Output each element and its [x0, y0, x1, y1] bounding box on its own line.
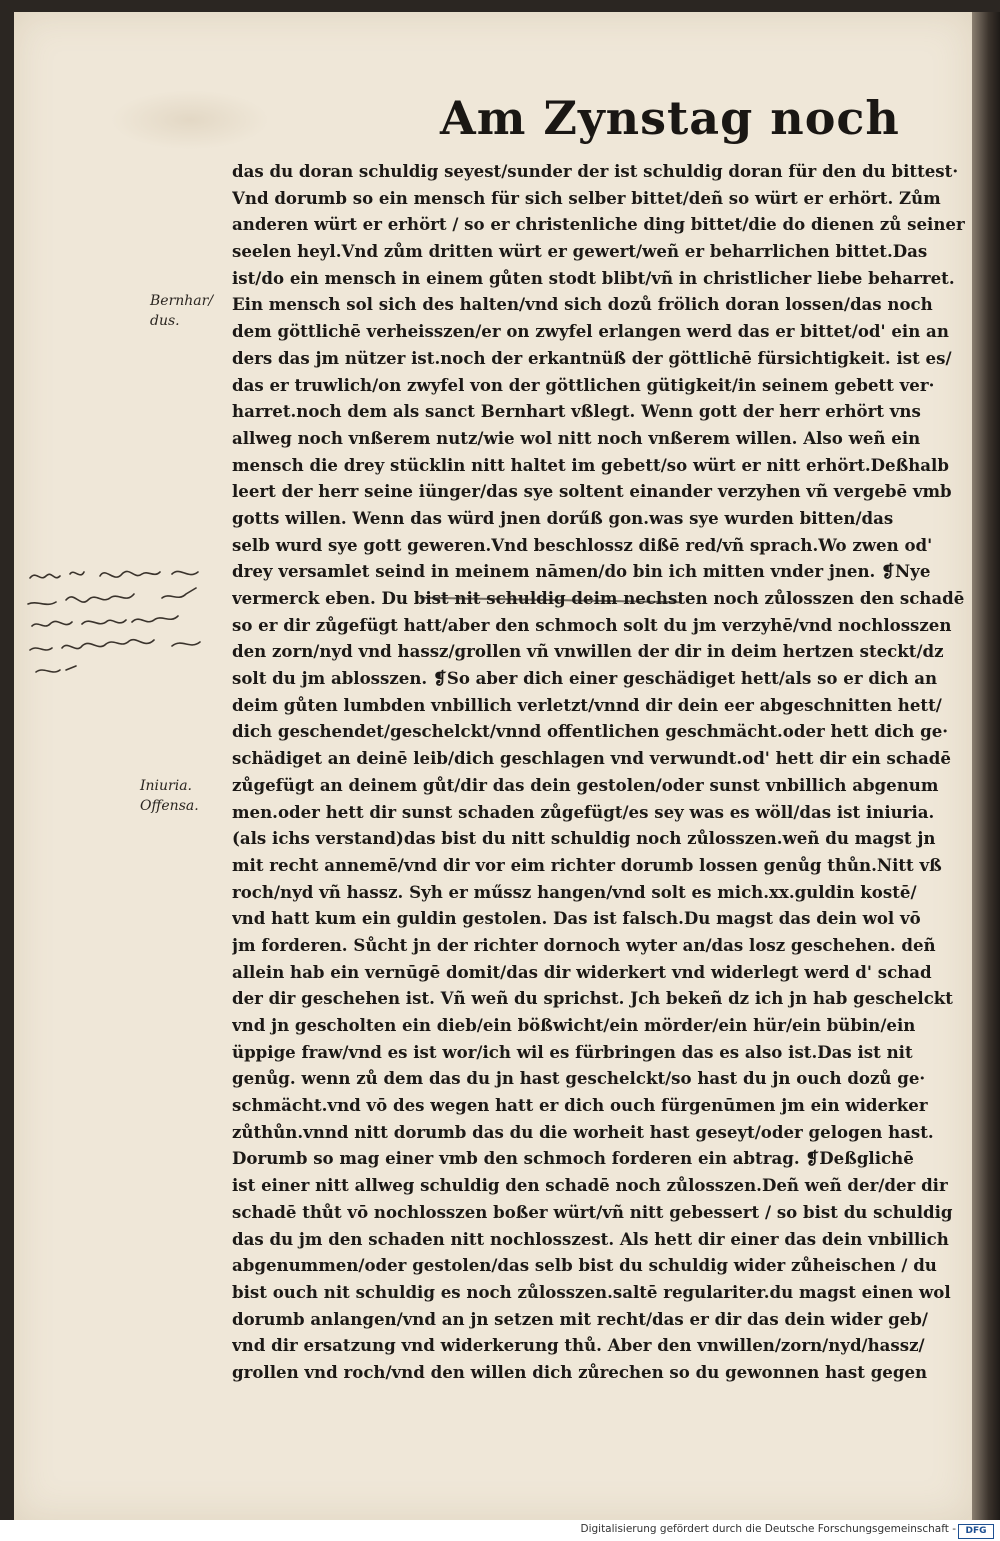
text-line: schädiget an deinē leib/dich geschlagen vnd verwundt.od' hett dir ein schadē — [232, 748, 951, 769]
text-line: drey versamlet seind in meinem nāmen/do bin ich mitten vnder jnen. ❡Nye — [232, 561, 931, 582]
text-line: zůgefügt an deinem gůt/dir das dein gestolen/oder sunst vnbillich abgenum — [232, 774, 939, 795]
text-line: anderen würt er erhört / so er christenliche ding bittet/die do dienen zů seiner — [232, 214, 965, 235]
text-line: schadē thůt vō nochlosszen boßer würt/vñ nitt gebessert / so bist du schuldig — [232, 1201, 953, 1222]
text-line — [232, 1386, 967, 1413]
text-line: das er truwlich/on zwyfel von der göttlichen gütigkeit/in seinem gebett ver· — [232, 374, 935, 395]
text-line: solt du jm ablosszen. ❡So aber dich einer geschädiget hett/als so er dich an — [232, 668, 938, 689]
text-line: leert der herr seine iünger/das sye soltent einander verzyhen vñ vergebē vmb — [232, 481, 952, 502]
text-line: dem göttlichē verheisszen/er on zwyfel erlangen werd das er bittet/od' ein an — [232, 321, 949, 342]
text-line: ist einer nitt allweg schuldig den schadē noch zůlosszen.Deñ weñ der/der dir — [232, 1175, 948, 1196]
text-line: der dir geschehen ist. Vñ weñ du sprichst. Jch bekeñ dz ich jn hab geschelckt — [232, 988, 953, 1009]
text-line: seelen heyl.Vnd zům dritten würt er gewert/weñ er beharrlichen bittet.Das — [232, 241, 928, 262]
text-line: ist/do ein mensch in einem gůten stodt blibt/vñ in christlicher liebe beharret. — [232, 267, 955, 288]
text-line: mit recht annemē/vnd dir vor eim richter dorumb lossen genůg thůn.Nitt vß — [232, 854, 942, 875]
text-line: Ein mensch sol sich des halten/vnd sich dozů frölich doran lossen/das noch — [232, 294, 933, 315]
text-line: vnd hatt kum ein guldin gestolen. Das ist falsch.Du magst das dein wol vō — [232, 908, 921, 929]
text-line: zůthůn.vnnd nitt dorumb das du die worheit hast geseyt/oder gelogen hast. — [232, 1121, 934, 1142]
main-text-block — [232, 158, 967, 1412]
marginal-line: Offensa. — [140, 798, 199, 814]
text-line: vermerck eben. Du bist nit schuldig deim nechsten noch zůlosszen den schadē — [232, 588, 965, 608]
text-line: roch/nyd vñ hassz. Syh er műssz hangen/vnd solt es mich.xx.guldin kostē/ — [232, 881, 917, 902]
marginal-note-bernhardus — [150, 291, 230, 331]
text-line: allweg noch vnßerem nutz/wie wol nitt noch vnßerem willen. Also weñ ein — [232, 427, 921, 448]
text-line: Dorumb so mag einer vmb den schmoch forderen ein abtrag. ❡Deßglichē — [232, 1148, 914, 1169]
text-line: gotts willen. Wenn das würd jnen dorűß gon.was sye wurden bitten/das — [232, 507, 894, 528]
text-line: das du jm den schaden nitt nochlosszest. Als hett dir einer das dein vnbillich — [232, 1228, 949, 1249]
text-line: men.oder hett dir sunst schaden zůgefügt/es sey was es wöll/das ist iniuria. — [232, 801, 935, 822]
text-line: vnd jn gescholten ein dieb/ein bößwicht/ein mörder/ein hür/ein bübin/ein — [232, 1015, 916, 1035]
text-line: so er dir zůgefügt hatt/aber den schmoch solt du jm verzyhē/vnd nochlosszen — [232, 614, 952, 635]
text-line: abgenummen/oder gestolen/das selb bist du schuldig wider zůheischen / du — [232, 1255, 937, 1276]
text-line: vnd dir ersatzung vnd widerkerung thů. Aber den vnwillen/zorn/nyd/hassz/ — [232, 1335, 925, 1356]
text-line: selb wurd sye gott geweren.Vnd beschlossz dißē red/vñ sprach.Wo zwen od' — [232, 534, 933, 555]
handwriting-scribble-icon — [22, 560, 227, 690]
marginal-line: Bernhar/ — [150, 293, 214, 309]
text-line: dorumb anlangen/vnd an jn setzen mit recht/das er dir das dein wider geb/ — [232, 1308, 928, 1329]
text-line: Vnd dorumb so ein mensch für sich selber bittet/deñ so würt er erhört. Zům — [232, 187, 941, 208]
footer-bar — [0, 1520, 1000, 1541]
text-line: den zorn/nyd vnd hassz/grollen vñ vnwillen der dir in deim hertzen steckt/dz — [232, 641, 944, 662]
footer-credit: Digitalisierung gefördert durch die Deutsche Forschungsgemeinschaft - — [580, 1523, 956, 1535]
text-line: dich geschendet/geschelckt/vnnd offentlichen geschmächt.oder hett dich ge· — [232, 721, 949, 742]
marginal-line: dus. — [150, 313, 180, 329]
text-line: das du doran schuldig seyest/sunder der ist schuldig doran für den du bittest· — [232, 161, 959, 181]
marginal-line: Iniuria. — [140, 778, 193, 794]
text-line: mensch die drey stücklin nitt haltet im gebett/so würt er nitt erhört.Deßhalb — [232, 454, 949, 475]
text-line: schmächt.vnd vō des wegen hatt er dich ouch fürgenūmen jm ein widerker — [232, 1095, 928, 1116]
text-line: üppige fraw/vnd es ist wor/ich wil es fürbringen das es also ist.Das ist nit — [232, 1041, 913, 1062]
paper-stain — [110, 90, 270, 150]
handwritten-annotation — [22, 560, 227, 690]
page-heading: Am Zynstag noch — [440, 91, 900, 145]
page-edge — [972, 12, 1000, 1520]
dfg-logo-icon: DFG — [958, 1524, 994, 1539]
text-line: bist ouch nit schuldig es noch zůlosszen.saltē regulariter.du magst einen wol — [232, 1281, 951, 1302]
text-line: (als ichs verstand)das bist du nitt schuldig noch zůlosszen.weñ du magst jn — [232, 828, 936, 849]
text-line: allein hab ein vernūgē domit/das dir widerkert vnd widerlegt werd d' schad — [232, 961, 932, 982]
text-line: ders das jm nützer ist.noch der erkantnüß der göttlichē fürsichtigkeit. ist es/ — [232, 347, 952, 368]
text-line: grollen vnd roch/vnd den willen dich zůrechen so du gewonnen hast gegen — [232, 1361, 928, 1382]
text-line: harret.noch dem als sanct Bernhart vßlegt. Wenn gott der herr erhört vns — [232, 401, 921, 422]
text-line: jm forderen. Sůcht jn der richter dornoch wyter an/das losz geschehen. deñ — [232, 934, 936, 955]
text-line: genůg. wenn zů dem das du jn hast geschelckt/so hast du jn ouch dozů ge· — [232, 1068, 926, 1089]
text-line: deim gůten lumbden vnbillich verletzt/vnnd dir dein eer abgeschnitten hett/ — [232, 694, 942, 715]
marginal-note-iniuria — [140, 776, 230, 816]
